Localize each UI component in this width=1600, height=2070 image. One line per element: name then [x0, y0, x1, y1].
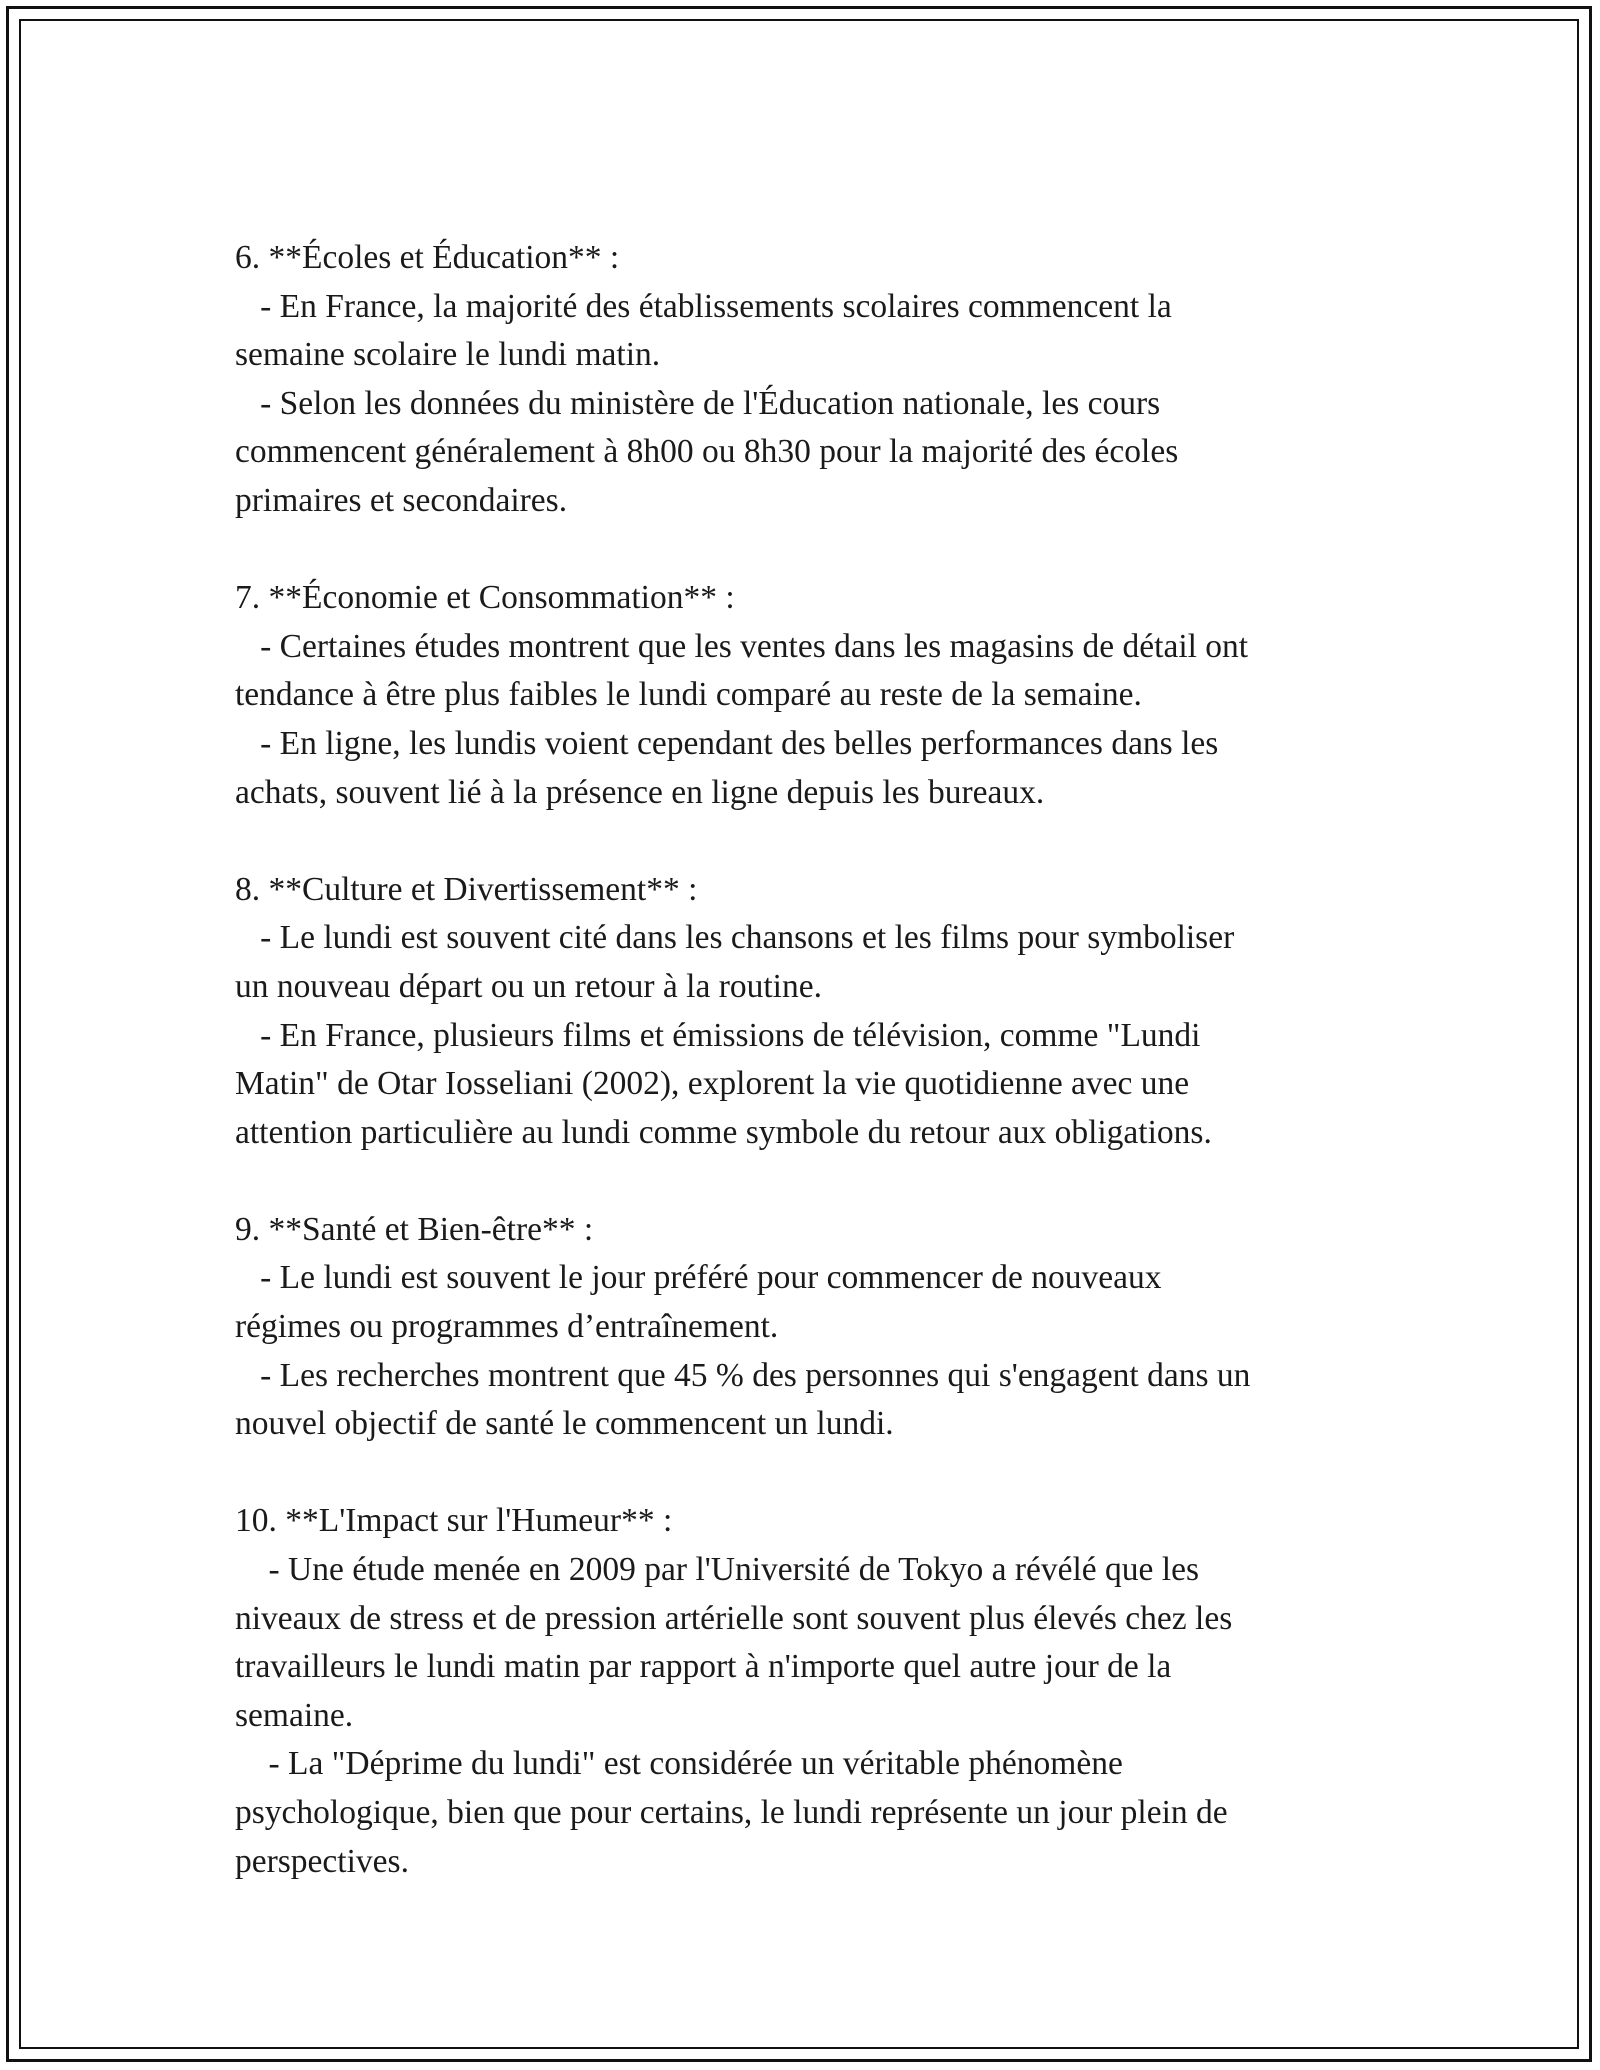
section-line: - La "Déprime du lundi" est considérée un véritable phénomène [235, 1745, 1123, 1783]
document-body [235, 234, 1375, 1935]
section-line: - Le lundi est souvent cité dans les chansons et les films pour symboliser [235, 919, 1235, 957]
section-impact-humeur [235, 1497, 1375, 1886]
section-line: - Les recherches montrent que 45 % des personnes qui s'engagent dans un [235, 1356, 1251, 1394]
section-heading: 6. **Écoles et Éducation** : [235, 239, 620, 276]
section-economie-consommation [235, 574, 1375, 817]
section-sante-bien-etre [235, 1206, 1375, 1449]
section-line: un nouveau départ ou un retour à la routine. [235, 967, 822, 1005]
section-heading: 9. **Santé et Bien-être** : [235, 1210, 594, 1248]
section-line: régimes ou programmes d’entraînement. [235, 1308, 779, 1346]
section-ecoles-education [235, 234, 1375, 526]
section-line: achats, souvent lié à la présence en ligne depuis les bureaux. [235, 773, 1045, 811]
section-heading: 8. **Culture et Divertissement** : [235, 870, 698, 908]
section-line: semaine scolaire le lundi matin. [235, 336, 661, 374]
section-line: - Une étude menée en 2009 par l'Université de Tokyo a révélé que les [235, 1551, 1199, 1589]
section-line: nouvel objectif de santé le commencent un lundi. [235, 1405, 894, 1443]
section-line: - Certaines études montrent que les ventes dans les magasins de détail ont [235, 627, 1249, 665]
section-line: semaine. [235, 1696, 354, 1734]
section-line: - Le lundi est souvent le jour préféré pour commencer de nouveaux [235, 1259, 1162, 1297]
section-line: - Selon les données du ministère de l'Éducation nationale, les cours [235, 384, 1161, 422]
section-line: - En France, la majorité des établissements scolaires commencent la [235, 287, 1172, 325]
section-culture-divertissement [235, 866, 1375, 1158]
section-heading: 7. **Économie et Consommation** : [235, 579, 735, 617]
section-line: psychologique, bien que pour certains, le lundi représente un jour plein de [235, 1794, 1228, 1831]
section-heading: 10. **L'Impact sur l'Humeur** : [235, 1502, 673, 1540]
section-line: - En France, plusieurs films et émissions de télévision, comme "Lundi [235, 1016, 1201, 1054]
section-line: tendance à être plus faibles le lundi comparé au reste de la semaine. [235, 676, 1142, 714]
section-line: commencent généralement à 8h00 ou 8h30 pour la majorité des écoles [235, 433, 1179, 471]
section-line: travailleurs le lundi matin par rapport à n'importe quel autre jour de la [235, 1648, 1172, 1686]
section-line: - En ligne, les lundis voient cependant des belles performances dans les [235, 724, 1219, 762]
section-line: primaires et secondaires. [235, 481, 568, 519]
section-line: perspectives. [235, 1842, 409, 1880]
section-line: attention particulière au lundi comme symbole du retour aux obligations. [235, 1113, 1212, 1151]
section-line: Matin" de Otar Iosseliani (2002), explorent la vie quotidienne avec une [235, 1065, 1190, 1103]
section-line: niveaux de stress et de pression artérielle sont souvent plus élevés chez les [235, 1599, 1233, 1637]
